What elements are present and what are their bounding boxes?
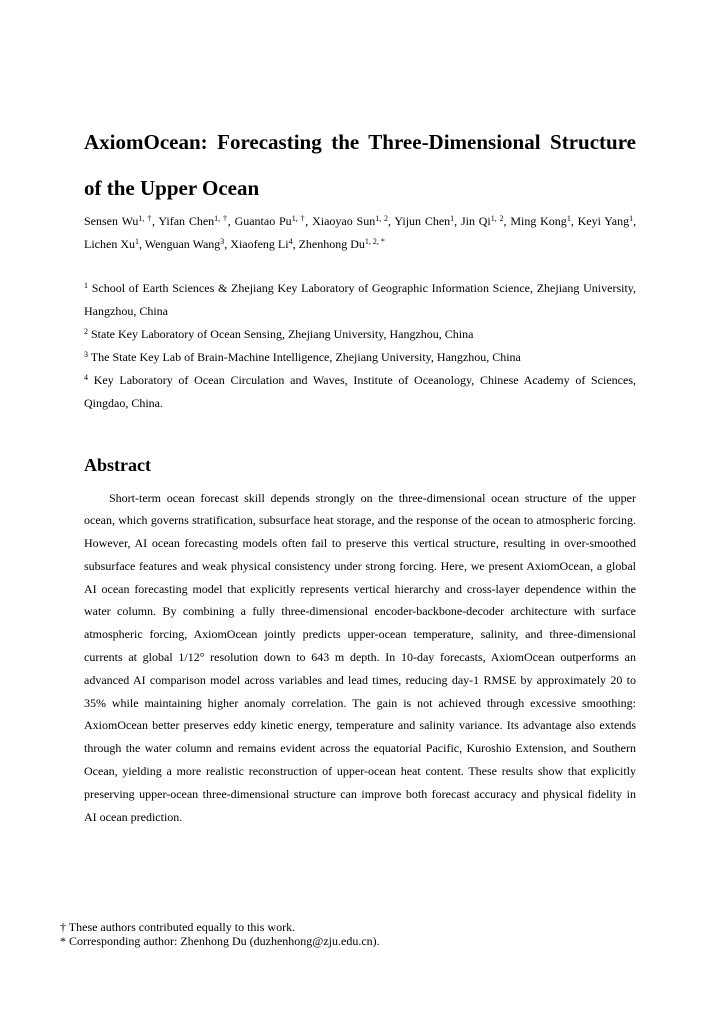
abstract-line: advanced AI comparison model across variables and lead times, reducing day-1 RMSE by approximately 20 to — [84, 672, 636, 687]
footnotes — [60, 920, 660, 948]
author-name: Lichen Xu — [84, 237, 135, 251]
author-name: Keyi Yang — [577, 214, 630, 228]
affiliation-text: School of Earth Sciences & Zhejiang Key Laboratory of Geographic Information Science, Zhejiang University, Hangzhou, China — [84, 281, 636, 318]
author-affiliation-marks: 1, 2 — [375, 213, 388, 223]
author-separator: , — [570, 214, 574, 228]
affiliation-item — [84, 323, 636, 346]
author-name: Xiaoyao Sun — [312, 214, 376, 228]
author-affiliation-marks: 1, † — [291, 213, 306, 223]
abstract-line: AI ocean prediction. — [84, 809, 183, 824]
abstract-line: through the water column and remains evident across the equatorial Pacific, Kuroshio Extension, and Southern — [84, 741, 636, 756]
abstract-line: Short-term ocean forecast skill depends strongly on the three-dimensional ocean structure of the upper — [109, 490, 636, 505]
author-affiliation-marks: 1, 2 — [490, 213, 504, 223]
author-name: Zhenhong Du — [298, 237, 365, 251]
affiliation-text: State Key Laboratory of Ocean Sensing, Zhejiang University, Hangzhou, China — [91, 327, 474, 341]
author-affiliation-marks: 1, 2, * — [364, 236, 385, 246]
author-affiliation-marks: 1 — [134, 236, 139, 246]
abstract-body — [84, 487, 636, 829]
abstract-line: However, AI ocean forecasting models often fail to preserve this vertical structure, resulting in over-smoothed — [84, 536, 636, 551]
author-line — [84, 210, 636, 233]
affiliation-item — [84, 277, 636, 323]
author-affiliation-marks: 1 — [450, 213, 455, 223]
abstract-heading: Abstract — [84, 455, 151, 475]
abstract-line: atmospheric forcing, AxiomOcean jointly predicts upper-ocean temperature, salinity, and three-dimensional — [84, 627, 636, 642]
affiliation-mark: 4 — [84, 372, 88, 382]
affiliation-mark: 1 — [84, 280, 88, 290]
author-separator: , — [138, 237, 142, 251]
author-separator: , — [454, 214, 458, 228]
abstract-line: preserving upper-ocean three-dimensional structure can improve both forecast accuracy and physical fidelity in — [84, 786, 636, 801]
affiliation-item — [84, 346, 636, 369]
affiliation-text: The State Key Lab of Brain-Machine Intelligence, Zhejiang University, Hangzhou, China — [90, 350, 521, 364]
abstract-line: currents at global 1/12° resolution down to 643 m depth. In 10-day forecasts, AxiomOcean outperforms an — [84, 650, 636, 665]
author-affiliation-marks: 3 — [220, 236, 225, 246]
affiliation-mark: 3 — [84, 349, 88, 359]
author-list — [84, 210, 636, 256]
abstract-line: Ocean, yielding a more realistic reconstruction of upper-ocean heat content. These results show that explicitly — [84, 764, 636, 779]
author-line — [84, 233, 636, 256]
affiliation-item — [84, 369, 636, 415]
author-separator: , — [292, 237, 296, 251]
footnote-corresponding-author: * Corresponding author: Zhenhong Du (duzhenhong@zju.edu.cn). — [60, 934, 380, 948]
abstract-line: AI ocean forecasting model that explicitly represents vertical hierarchy and cross-layer dependence within the — [84, 581, 636, 596]
author-affiliation-marks: 4 — [288, 236, 293, 246]
affiliation-list — [84, 277, 636, 415]
abstract-line: water column. By combining a fully three-dimensional encoder-backbone-decoder architecture with surface — [84, 604, 636, 619]
author-name: Ming Kong — [510, 214, 567, 228]
abstract-line: AxiomOcean better preserves eddy kinetic energy, temperature and salinity variance. Its advantage also extends — [84, 718, 636, 733]
author-separator: , — [633, 214, 637, 228]
author-separator: , — [305, 214, 309, 228]
author-name: Jin Qi — [460, 214, 491, 228]
author-name: Xiaofeng Li — [230, 237, 289, 251]
author-name: Yijun Chen — [394, 214, 451, 228]
author-affiliation-marks: 1 — [629, 213, 634, 223]
author-separator: , — [503, 214, 507, 228]
author-name: Guantao Pu — [234, 214, 292, 228]
abstract-line: 35% while maintaining higher anomaly correlation. The gain is not achieved through excessive smoothing: — [84, 695, 636, 710]
author-separator: , — [224, 237, 228, 251]
author-separator: , — [152, 214, 156, 228]
author-name: Sensen Wu — [84, 214, 139, 228]
author-affiliation-marks: 1, † — [214, 213, 228, 223]
author-name: Yifan Chen — [158, 214, 215, 228]
author-affiliation-marks: 1 — [566, 213, 571, 223]
paper-title: AxiomOcean: Forecasting the Three-Dimensional Structure of the Upper Ocean — [84, 130, 636, 200]
footnote-equal-contribution: † These authors contributed equally to this work. — [60, 920, 296, 934]
author-affiliation-marks: 1, † — [138, 213, 153, 223]
abstract-line: ocean, which governs stratification, subsurface heat storage, and the response of the ocean to atmospheric forcing. — [84, 513, 636, 528]
author-separator: , — [388, 214, 391, 228]
abstract-line: subsurface features and weak physical consistency under strong forcing. Here, we present AxiomOcean, a global — [84, 558, 636, 573]
author-separator: , — [227, 214, 231, 228]
affiliation-text: Key Laboratory of Ocean Circulation and Waves, Institute of Oceanology, Chinese Academy of Sciences, Qingdao, China. — [84, 373, 636, 410]
affiliation-mark: 2 — [84, 326, 88, 336]
author-name: Wenguan Wang — [144, 237, 221, 251]
